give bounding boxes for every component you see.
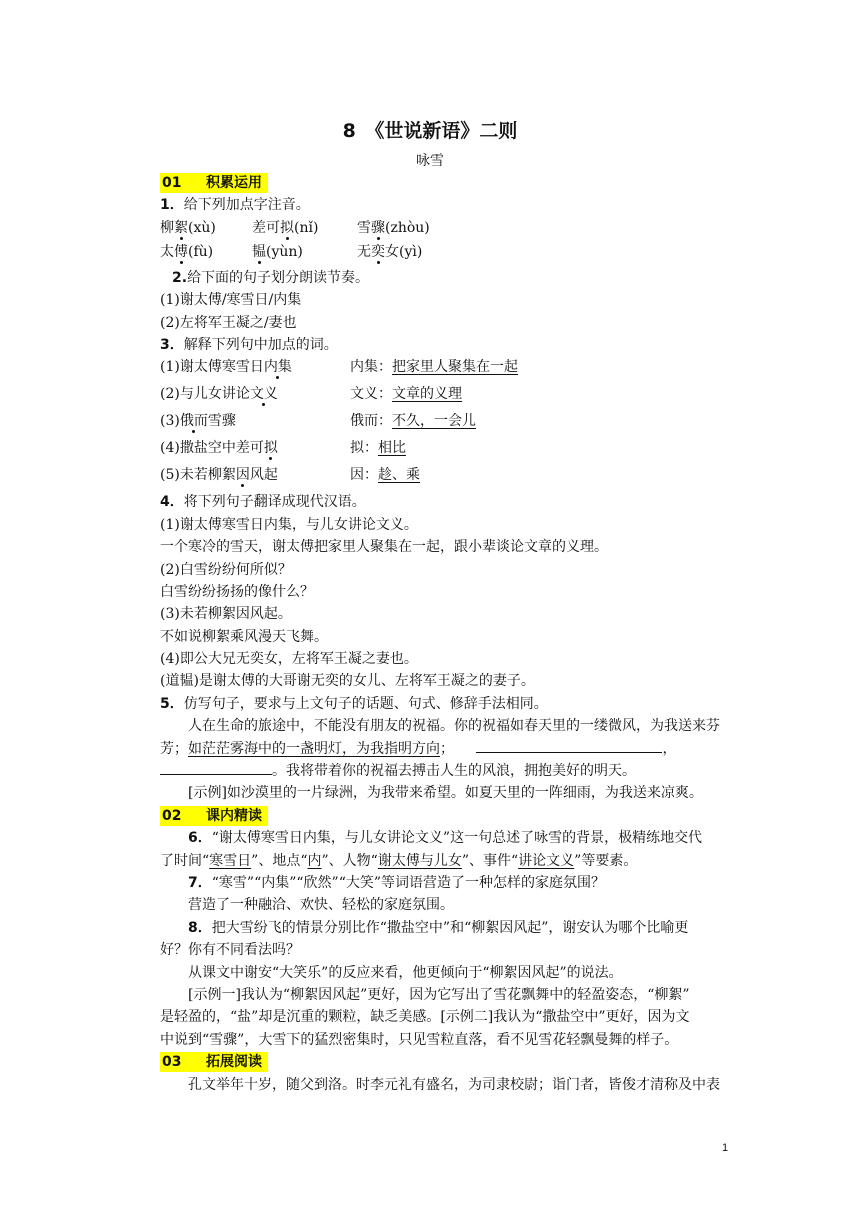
page-title: 8 《世说新语》二则 <box>342 120 518 142</box>
underlined-example: 如茫茫雾海中的一盏明灯，为我指明方向 <box>188 740 440 757</box>
answer-line: 是轻盈的，“盐”却是沉重的颗粒，缺乏美感。[示例二]我认为“撒盐空中”更好，因为文 <box>160 1009 690 1026</box>
page-number: 1 <box>722 1142 729 1154</box>
answer-line: (1)谢太傅/寒雪日/内集 <box>160 292 302 309</box>
question-number: 8． <box>188 919 212 936</box>
translation-line: 不如说柳絮乘风漫天飞舞。 <box>160 628 328 645</box>
pinyin-item: 雪骤(zhòu) <box>357 219 430 236</box>
fill-blank[interactable] <box>160 760 272 775</box>
translation-line: (4)即公大兄无奕女，左将军王凝之妻也。 <box>160 651 418 668</box>
question-5 <box>160 693 730 715</box>
answer-line: 从课文中谢安“大笑乐”的反应来看，他更倾向于“柳絮因风起”的说法。 <box>188 964 623 981</box>
definition-row <box>160 410 730 437</box>
question-3 <box>160 334 730 356</box>
pinyin-row-1 <box>160 217 730 241</box>
translation-line: (3)未若柳絮因风起。 <box>160 606 292 623</box>
question-number: 5． <box>160 695 184 712</box>
pinyin-item: 柳絮(xù) <box>160 219 216 236</box>
translation-line: (2)白雪纷纷何所似？ <box>160 561 292 578</box>
translation-line: 一个寒冷的雪天，谢太傅把家里人聚集在一起，跟小辈谈论文章的义理。 <box>160 539 608 556</box>
fill-blank[interactable] <box>476 738 662 753</box>
section-badge: 01 积累运用 <box>160 173 268 193</box>
translation-line: (1)谢太傅寒雪日内集，与儿女讲论文义。 <box>160 516 418 533</box>
translation-line: 白雪纷纷扬扬的像什么？ <box>160 583 314 600</box>
question-number: 3． <box>160 336 184 353</box>
question-number: 2. <box>172 269 188 286</box>
page-subtitle: 咏雪 <box>416 153 444 169</box>
pinyin-item: 无奕女(yì) <box>357 243 423 260</box>
answer-line: 中说到“雪骤”，大雪下的猛烈密集时，只见雪粒直落，看不见雪花轻飘曼舞的样子。 <box>160 1031 679 1048</box>
definition-row <box>160 464 730 491</box>
question-text: 仿写句子，要求与上文句子的话题、句式、修辞手法相同。 <box>183 695 548 712</box>
translation-line: (道韫)是谢太傅的大哥谢无奕的女儿、左将军王凝之的妻子。 <box>160 673 535 690</box>
pinyin-item: 太傅(fù) <box>160 243 214 260</box>
question-7: 7．“寒雪”“内集”“欣然”“大笑”等词语营造了一种怎样的家庭氛围？ <box>188 874 606 891</box>
example-answer: [示例]如沙漠里的一片绿洲，为我带来希望。如夏天里的一阵细雨，为我送来凉爽。 <box>188 785 703 802</box>
question-1 <box>160 194 730 216</box>
section-header-1 <box>160 172 730 194</box>
definition-answer: 内集：把家里人聚集在一起 <box>350 359 518 376</box>
definition-sentence: (5)未若柳絮因风起 <box>160 467 278 484</box>
section-header-2 <box>160 805 730 827</box>
question-8: 8．把大雪纷飞的情景分别比作“撒盐空中”和“柳絮因风起”，谢安认为哪个比喻更 <box>188 919 689 936</box>
question-number: 6． <box>188 830 212 847</box>
question-text: 给下面的句子划分朗读节奏。 <box>187 269 370 286</box>
question-text: 给下列加点字注音。 <box>183 197 310 214</box>
question-number: 1． <box>160 197 184 214</box>
worksheet-content <box>160 172 730 1096</box>
question-text: 将下列句子翻译成现代汉语。 <box>183 494 366 511</box>
definition-row <box>160 356 730 383</box>
passage-line: 。我将带着你的祝福去搏击人生的风浪，拥抱美好的明天。 <box>160 760 730 782</box>
pinyin-item: 韫(yùn) <box>252 243 303 260</box>
definition-sentence: (3)俄而雪骤 <box>160 413 236 430</box>
section-badge: 02 课内精读 <box>160 806 268 826</box>
passage-line: 人在生命的旅途中，不能没有朋友的祝福。你的祝福如春天里的一缕微风，为我送来芬 <box>188 718 720 735</box>
question-2 <box>160 267 730 289</box>
definition-answer: 文义：文章的义理 <box>350 386 462 403</box>
question-text: 解释下列句中加点的词。 <box>183 336 338 353</box>
question-6: 6．“谢太傅寒雪日内集，与儿女讲论文义”这一句总述了咏雪的背景，极精练地交代 <box>188 830 703 847</box>
definition-row <box>160 437 730 464</box>
definition-answer: 拟：相比 <box>350 440 406 457</box>
answer-line: 营造了一种融洽、欢快、轻松的家庭氛围。 <box>188 897 454 914</box>
pinyin-row-2 <box>160 241 730 267</box>
definition-row <box>160 383 730 410</box>
reading-passage: 孔文举年十岁，随父到洛。时李元礼有盛名，为司隶校尉；诣门者，皆俊才清称及中表 <box>188 1076 720 1093</box>
pinyin-item: 差可拟(nǐ) <box>252 219 319 236</box>
definition-sentence: (4)撒盐空中差可拟 <box>160 440 278 457</box>
question-number: 7． <box>188 874 212 891</box>
passage-line: 芳；如茫茫雾海中的一盏明灯，为我指明方向； ， <box>160 738 730 760</box>
definition-sentence: (2)与儿女讲论文义 <box>160 386 278 403</box>
definition-answer: 俄而：不久，一会儿 <box>350 413 476 430</box>
answer-line: [示例一]我认为“柳絮因风起”更好，因为它写出了雪花飘舞中的轻盈姿态，“柳絮” <box>188 986 690 1003</box>
question-number: 4． <box>160 494 184 511</box>
section-header-3 <box>160 1051 730 1073</box>
question-6-cont: 了时间“寒雪日”、地点“内”、人物“谢太傅与儿女”、事件“讲论文义”等要素。 <box>160 852 638 869</box>
definition-sentence: (1)谢太傅寒雪日内集 <box>160 359 292 376</box>
question-4 <box>160 491 730 513</box>
answer-line: (2)左将军王凝之/妻也 <box>160 314 297 331</box>
definition-answer: 因：趁、乘 <box>350 467 420 484</box>
question-8-cont: 好？你有不同看法吗？ <box>160 942 300 959</box>
section-badge: 03 拓展阅读 <box>160 1052 268 1072</box>
